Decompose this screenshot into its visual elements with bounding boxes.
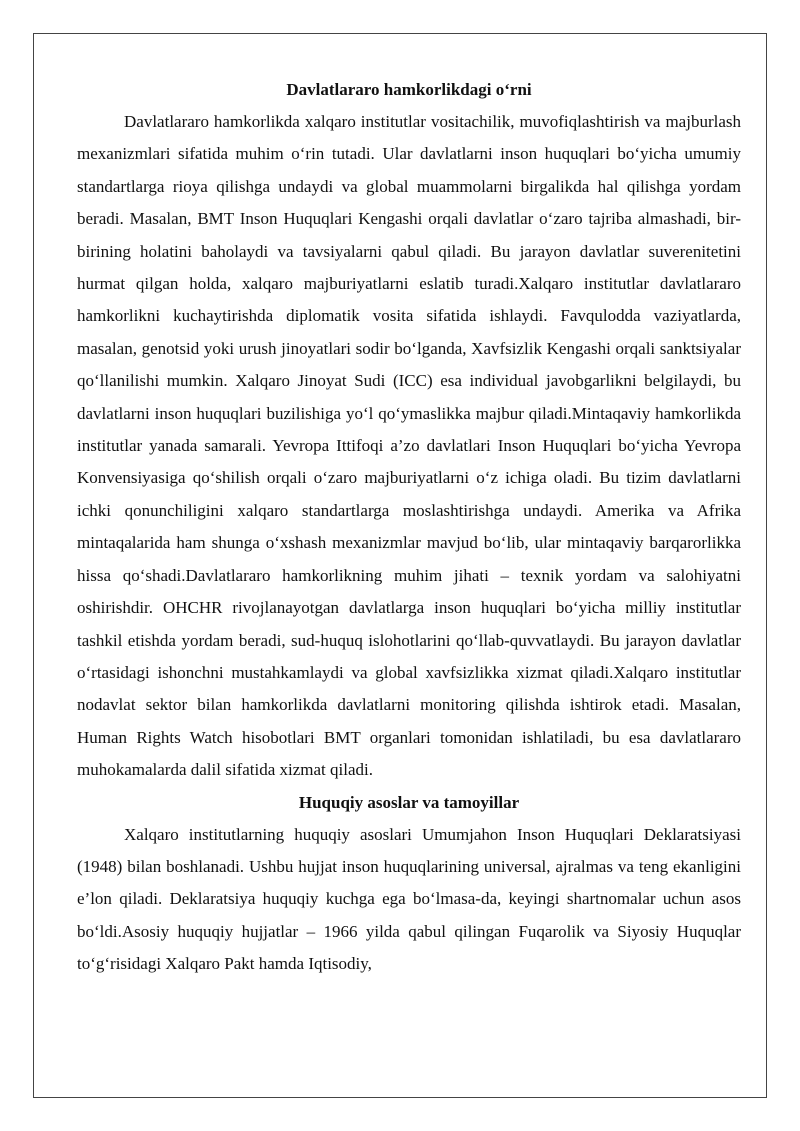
document-body	[77, 74, 741, 981]
body-paragraph-legal-foundations: Xalqaro institutlarning huquqiy asoslari Umumjahon Inson Huquqlari Deklaratsiyasi (1948) bilan boshlanadi. Ushbu hujjat inson huquqlarining universal, ajralmas va teng ekanligini e’lon qiladi. Deklaratsiya huquqiy kuchga ega bo‘lmasa-da, keyingi shartnomalar uchun asos bo‘ldi.Asosiy huquqiy hujjatlar – 1966 yilda qabul qilingan Fuqarolik va Siyosiy Huquqlar to‘g‘risidagi Xalqaro Pakt hamda Iqtisodiy,	[77, 824, 741, 974]
section-heading-legal-foundations: Huquqiy asoslar va tamoyillar	[298, 792, 520, 812]
body-paragraph-interstate-cooperation: Davlatlararo hamkorlikda xalqaro institutlar vositachilik, muvofiqlashtirish va majburlash mexanizmlari sifatida muhim o‘rin tutadi. Ular davlatlarni inson huquqlari bo‘yicha umumiy standartlarga rioya qilishga undaydi va global muammolarni birgalikda hal qilishga yordam beradi. Masalan, BMT Inson Huquqlari Kengashi orqali davlatlar o‘zaro tajriba almashadi, bir-birining holatini baholaydi va tavsiyalarni qabul qiladi. Bu jarayon davlatlar suverenitetini hurmat qilgan holda, xalqaro majburiyatlarni eslatib turadi.Xalqaro institutlar davlatlararo hamkorlikni kuchaytirishda diplomatik vosita sifatida ishlaydi. Favqulodda vaziyatlarda, masalan, genotsid yoki urush jinoyatlari sodir bo‘lganda, Xavfsizlik Kengashi orqali sanktsiyalar qo‘llanilishi mumkin. Xalqaro Jinoyat Sudi (ICC) esa individual javobgarlikni belgilaydi, bu davlatlarni inson huquqlari buzilishiga yo‘l qo‘ymaslikka majbur qiladi.Mintaqaviy hamkorlikda institutlar yanada samarali. Yevropa Ittifoqi a’zo davlatlari Inson Huquqlari bo‘yicha Yevropa Konvensiyasiga qo‘shilish orqali o‘zaro majburiyatlarni o‘z ichiga oladi. Bu tizim davlatlarni ichki qonunchiligini xalqaro standartlarga moslashtirishga undaydi. Amerika va Afrika mintaqalarida ham shunga o‘xshash mexanizmlar mavjud bo‘lib, ular mintaqaviy barqarorlikka hissa qo‘shadi.Davlatlararo hamkorlikning muhim jihati – texnik yordam va salohiyatni oshirishdir. OHCHR rivojlanayotgan davlatlarga inson huquqlari bo‘yicha milliy institutlar tashkil etishda yordam beradi, sud-huquq islohotlarini qo‘llab-quvvatlaydi. Bu jarayon davlatlar o‘rtasidagi ishonchni mustahkamlaydi va global xavfsizlikka xizmat qiladi.Xalqaro institutlar nodavlat sektor bilan hamkorlikda davlatlarni monitoring qilishda ishtirok etadi. Masalan, Human Rights Watch hisobotlari BMT organlari tomonidan ishlatiladi, bu esa davlatlararo muhokamalarda dalil sifatida xizmat qiladi.	[77, 112, 741, 780]
section-heading-interstate-cooperation: Davlatlararo hamkorlikdagi o‘rni	[286, 80, 532, 99]
